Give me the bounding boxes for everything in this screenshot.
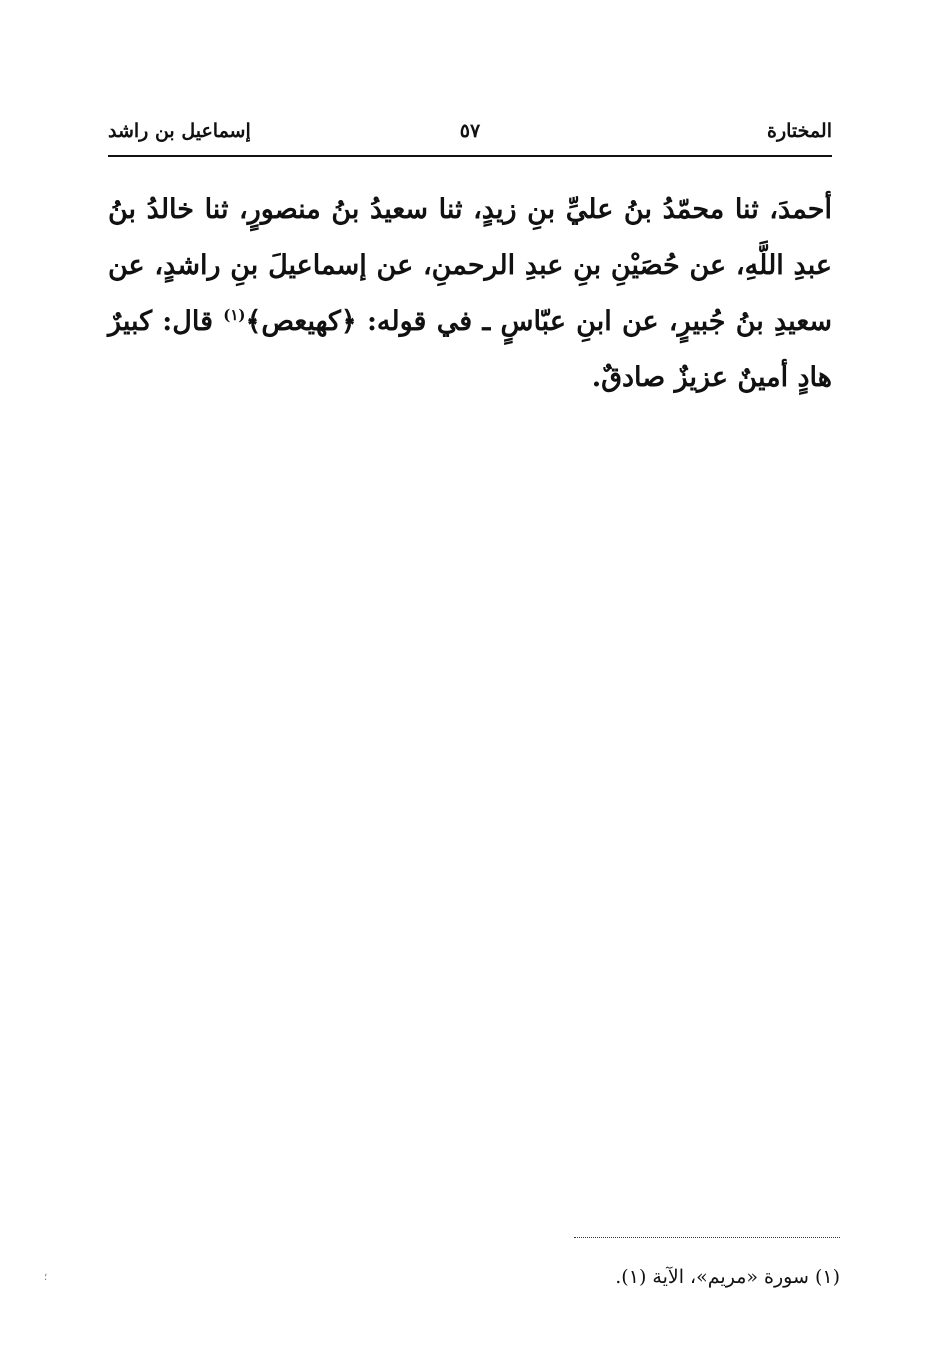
page-number: ٥٧ bbox=[459, 120, 481, 142]
book-title: المختارة bbox=[767, 120, 832, 142]
main-text bbox=[108, 182, 832, 406]
header-divider bbox=[108, 155, 832, 157]
margin-mark: ؛ bbox=[44, 1272, 48, 1283]
running-header bbox=[108, 118, 832, 154]
body-paragraph bbox=[108, 182, 832, 406]
body-text-part-2: قال: كبيرٌ هادٍ أمينٌ عزيزٌ صادقٌ. bbox=[108, 306, 832, 393]
body-text-part-1: أحمدَ، ثنا محمّدُ بنُ عليِّ بنِ زيدٍ، ثنا سعيدُ بنُ منصورٍ، ثنا خالدُ بنُ عبدِ اللَّهِ، عن حُصَيْنِ بنِ عبدِ الرحمنِ، عن إسماعيلَ بنِ راشدٍ، عن سعيدِ بنُ جُبيرٍ، عن ابنِ عبّاسٍ ـ في قوله: ﴿كهيعص﴾ bbox=[108, 194, 832, 337]
section-title: إسماعيل بن راشد bbox=[108, 120, 251, 142]
footnote: (١) سورة «مريم»، الآية (١). bbox=[615, 1266, 840, 1288]
footnote-divider bbox=[574, 1237, 840, 1238]
footnote-marker: (١) bbox=[223, 306, 246, 324]
